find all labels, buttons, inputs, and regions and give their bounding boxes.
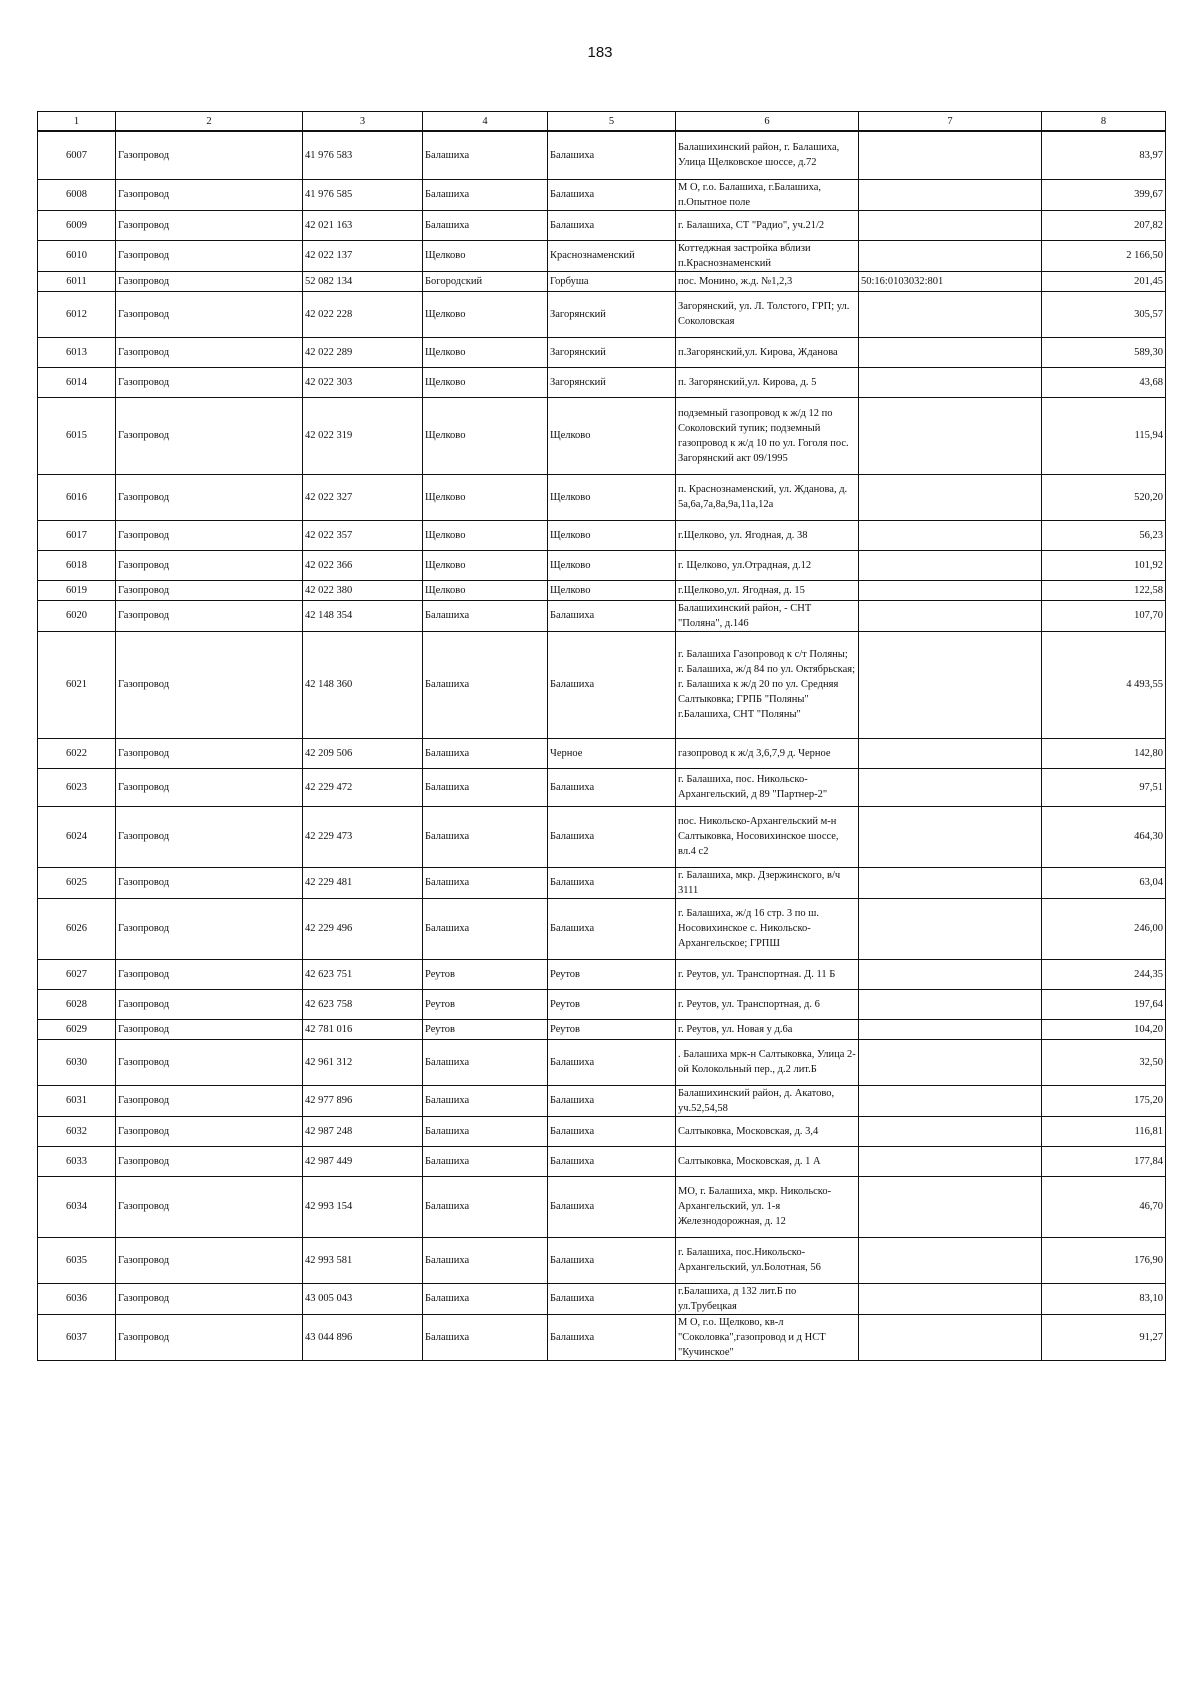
cell-cadastral-number — [859, 1085, 1042, 1116]
cell-cadastral-number — [859, 397, 1042, 474]
table-row — [38, 1314, 1166, 1360]
cell-object-type: Газопровод — [116, 291, 303, 337]
cell-inventory-code: 42 022 137 — [303, 240, 423, 271]
cell-district: Балашиха — [423, 1237, 548, 1283]
cell-address: г. Балашиха, ж/д 16 стр. 3 по ш. Носовихинское с. Никольско-Архангельское; ГРПШ — [676, 898, 859, 959]
cell-cadastral-number — [859, 959, 1042, 989]
cell-number: 6026 — [38, 898, 116, 959]
cell-cadastral-number — [859, 768, 1042, 806]
column-header: 2 — [116, 112, 303, 132]
cell-inventory-code: 42 993 154 — [303, 1176, 423, 1237]
cell-cadastral-number — [859, 1146, 1042, 1176]
table-row — [38, 337, 1166, 367]
table-row — [38, 367, 1166, 397]
cell-inventory-code: 41 976 583 — [303, 131, 423, 179]
cell-value: 305,57 — [1042, 291, 1166, 337]
cell-locality: Балашиха — [548, 1314, 676, 1360]
cell-value: 201,45 — [1042, 271, 1166, 291]
cell-inventory-code: 42 148 354 — [303, 600, 423, 631]
cell-district: Балашиха — [423, 131, 548, 179]
cell-number: 6009 — [38, 210, 116, 240]
table-row — [38, 474, 1166, 520]
table-row — [38, 806, 1166, 867]
table-row — [38, 580, 1166, 600]
cell-object-type: Газопровод — [116, 600, 303, 631]
cell-number: 6015 — [38, 397, 116, 474]
cell-inventory-code: 42 229 481 — [303, 867, 423, 898]
cell-address: Балашихинский район, г. Балашиха, Улица Щелковское шоссе, д.72 — [676, 131, 859, 179]
cell-district: Реутов — [423, 989, 548, 1019]
table-row — [38, 898, 1166, 959]
column-header: 5 — [548, 112, 676, 132]
page-number: 183 — [587, 44, 613, 61]
cell-number: 6021 — [38, 631, 116, 738]
cell-object-type: Газопровод — [116, 1283, 303, 1314]
cell-value: 176,90 — [1042, 1237, 1166, 1283]
cell-address: п. Загорянский,ул. Кирова, д. 5 — [676, 367, 859, 397]
cell-district: Щелково — [423, 580, 548, 600]
cell-address: г.Балашиха, д 132 лит.Б по ул.Трубецкая — [676, 1283, 859, 1314]
cell-inventory-code: 41 976 585 — [303, 179, 423, 210]
cell-locality: Реутов — [548, 959, 676, 989]
cell-inventory-code: 42 022 327 — [303, 474, 423, 520]
cell-district: Балашиха — [423, 179, 548, 210]
cell-value: 91,27 — [1042, 1314, 1166, 1360]
cell-address: Загорянский, ул. Л. Толстого, ГРП; ул. Соколовская — [676, 291, 859, 337]
table-row — [38, 1085, 1166, 1116]
cell-locality: Балашиха — [548, 768, 676, 806]
cell-number: 6011 — [38, 271, 116, 291]
cell-value: 63,04 — [1042, 867, 1166, 898]
table-row — [38, 1283, 1166, 1314]
cell-address: М О, г.о. Балашиха, г.Балашиха, п.Опытное поле — [676, 179, 859, 210]
table-row — [38, 1116, 1166, 1146]
cell-number: 6017 — [38, 520, 116, 550]
cell-district: Щелково — [423, 520, 548, 550]
cell-district: Балашиха — [423, 1176, 548, 1237]
cell-object-type: Газопровод — [116, 1176, 303, 1237]
table-row — [38, 179, 1166, 210]
cell-number: 6016 — [38, 474, 116, 520]
cell-district: Реутов — [423, 1019, 548, 1039]
table-row — [38, 240, 1166, 271]
cell-value: 142,80 — [1042, 738, 1166, 768]
cell-object-type: Газопровод — [116, 240, 303, 271]
cell-address: г. Балашиха Газопровод к с/т Поляны; г. Балашиха, ж/д 84 по ул. Октябрьская; г. Балашиха к ж/д 20 по ул. Средняя Салтыковка; ГРПБ "Поляны" г.Балашиха, СНТ "Поляны" — [676, 631, 859, 738]
cell-number: 6014 — [38, 367, 116, 397]
cell-locality: Балашиха — [548, 1283, 676, 1314]
cell-object-type: Газопровод — [116, 179, 303, 210]
cell-district: Щелково — [423, 337, 548, 367]
cell-inventory-code: 42 987 449 — [303, 1146, 423, 1176]
cell-address: пос. Никольско-Архангельский м-н Салтыковка, Носовихинское шоссе, вл.4 с2 — [676, 806, 859, 867]
cell-inventory-code: 42 623 751 — [303, 959, 423, 989]
cell-locality: Балашиха — [548, 806, 676, 867]
cell-locality: Реутов — [548, 989, 676, 1019]
cell-cadastral-number: 50:16:0103032:801 — [859, 271, 1042, 291]
cell-inventory-code: 42 993 581 — [303, 1237, 423, 1283]
cell-inventory-code: 42 022 289 — [303, 337, 423, 367]
cell-locality: Реутов — [548, 1019, 676, 1039]
cell-locality: Балашиха — [548, 600, 676, 631]
cell-district: Балашиха — [423, 806, 548, 867]
cell-district: Балашиха — [423, 210, 548, 240]
column-header: 7 — [859, 112, 1042, 132]
cell-inventory-code: 43 044 896 — [303, 1314, 423, 1360]
cell-district: Балашиха — [423, 600, 548, 631]
cell-cadastral-number — [859, 738, 1042, 768]
cell-inventory-code: 42 021 163 — [303, 210, 423, 240]
cell-value: 101,92 — [1042, 550, 1166, 580]
cell-inventory-code: 42 977 896 — [303, 1085, 423, 1116]
cell-locality: Балашиха — [548, 1039, 676, 1085]
cell-number: 6023 — [38, 768, 116, 806]
header-row — [38, 112, 1166, 132]
cell-cadastral-number — [859, 1314, 1042, 1360]
cell-value: 589,30 — [1042, 337, 1166, 367]
cell-value: 207,82 — [1042, 210, 1166, 240]
cell-number: 6020 — [38, 600, 116, 631]
cell-object-type: Газопровод — [116, 131, 303, 179]
cell-inventory-code: 42 623 758 — [303, 989, 423, 1019]
cell-number: 6008 — [38, 179, 116, 210]
cell-value: 175,20 — [1042, 1085, 1166, 1116]
cell-cadastral-number — [859, 600, 1042, 631]
cell-cadastral-number — [859, 1176, 1042, 1237]
cell-address: г. Балашиха, СТ "Радио", уч.21/2 — [676, 210, 859, 240]
cell-inventory-code: 42 781 016 — [303, 1019, 423, 1039]
cell-value: 197,64 — [1042, 989, 1166, 1019]
cell-cadastral-number — [859, 580, 1042, 600]
cell-locality: Балашиха — [548, 1237, 676, 1283]
cell-address: Салтыковка, Московская, д. 3,4 — [676, 1116, 859, 1146]
cell-address: пос. Монино, ж.д. №1,2,3 — [676, 271, 859, 291]
cell-inventory-code: 52 082 134 — [303, 271, 423, 291]
cell-address: Балашихинский район, - СНТ "Поляна", д.146 — [676, 600, 859, 631]
cell-object-type: Газопровод — [116, 337, 303, 367]
cell-cadastral-number — [859, 989, 1042, 1019]
cell-cadastral-number — [859, 474, 1042, 520]
cell-inventory-code: 42 961 312 — [303, 1039, 423, 1085]
cell-object-type: Газопровод — [116, 1146, 303, 1176]
table-row — [38, 397, 1166, 474]
cell-object-type: Газопровод — [116, 271, 303, 291]
cell-locality: Балашиха — [548, 131, 676, 179]
cell-number: 6029 — [38, 1019, 116, 1039]
cell-locality: Щелково — [548, 474, 676, 520]
cell-inventory-code: 42 987 248 — [303, 1116, 423, 1146]
cell-number: 6013 — [38, 337, 116, 367]
cell-object-type: Газопровод — [116, 1019, 303, 1039]
cell-value: 107,70 — [1042, 600, 1166, 631]
cell-locality: Щелково — [548, 580, 676, 600]
cell-object-type: Газопровод — [116, 959, 303, 989]
cell-district: Балашиха — [423, 1039, 548, 1085]
cell-address: п. Краснознаменский, ул. Жданова, д. 5а,6а,7а,8а,9а,11а,12а — [676, 474, 859, 520]
cell-number: 6010 — [38, 240, 116, 271]
cell-object-type: Газопровод — [116, 1237, 303, 1283]
cell-object-type: Газопровод — [116, 1314, 303, 1360]
cell-locality: Балашиха — [548, 1116, 676, 1146]
cell-object-type: Газопровод — [116, 768, 303, 806]
table-row — [38, 768, 1166, 806]
cell-object-type: Газопровод — [116, 1039, 303, 1085]
cell-value: 83,10 — [1042, 1283, 1166, 1314]
cell-inventory-code: 42 022 303 — [303, 367, 423, 397]
cell-district: Балашиха — [423, 1146, 548, 1176]
cell-value: 246,00 — [1042, 898, 1166, 959]
table-row — [38, 291, 1166, 337]
cell-value: 116,81 — [1042, 1116, 1166, 1146]
table-row — [38, 271, 1166, 291]
cell-inventory-code: 43 005 043 — [303, 1283, 423, 1314]
cell-number: 6018 — [38, 550, 116, 580]
cell-number: 6032 — [38, 1116, 116, 1146]
table-row — [38, 631, 1166, 738]
cell-cadastral-number — [859, 337, 1042, 367]
cell-inventory-code: 42 209 506 — [303, 738, 423, 768]
cell-district: Щелково — [423, 367, 548, 397]
cell-number: 6007 — [38, 131, 116, 179]
table-row — [38, 1039, 1166, 1085]
cell-value: 97,51 — [1042, 768, 1166, 806]
cell-cadastral-number — [859, 1039, 1042, 1085]
cell-district: Щелково — [423, 474, 548, 520]
table-row — [38, 1019, 1166, 1039]
cell-cadastral-number — [859, 1116, 1042, 1146]
cell-object-type: Газопровод — [116, 580, 303, 600]
cell-address: г. Балашиха, мкр. Дзержинского, в/ч 3111 — [676, 867, 859, 898]
table-row — [38, 1237, 1166, 1283]
cell-number: 6030 — [38, 1039, 116, 1085]
cell-address: г. Балашиха, пос. Никольско-Архангельский, д 89 "Партнер-2" — [676, 768, 859, 806]
column-header: 8 — [1042, 112, 1166, 132]
cell-object-type: Газопровод — [116, 806, 303, 867]
cell-inventory-code: 42 229 472 — [303, 768, 423, 806]
table-row — [38, 989, 1166, 1019]
cell-inventory-code: 42 022 380 — [303, 580, 423, 600]
cell-value: 104,20 — [1042, 1019, 1166, 1039]
cell-object-type: Газопровод — [116, 989, 303, 1019]
cell-number: 6031 — [38, 1085, 116, 1116]
cell-inventory-code: 42 022 319 — [303, 397, 423, 474]
cell-inventory-code: 42 022 357 — [303, 520, 423, 550]
cell-inventory-code: 42 148 360 — [303, 631, 423, 738]
cell-value: 520,20 — [1042, 474, 1166, 520]
cell-cadastral-number — [859, 240, 1042, 271]
table-row — [38, 550, 1166, 580]
column-header: 6 — [676, 112, 859, 132]
cell-number: 6022 — [38, 738, 116, 768]
cell-cadastral-number — [859, 1283, 1042, 1314]
cell-value: 244,35 — [1042, 959, 1166, 989]
cell-locality: Загорянский — [548, 367, 676, 397]
cell-district: Балашиха — [423, 768, 548, 806]
cell-number: 6025 — [38, 867, 116, 898]
cell-district: Щелково — [423, 240, 548, 271]
cell-address: М О, г.о. Щелково, кв-л "Соколовка",газопровод и д НСТ "Кучинское" — [676, 1314, 859, 1360]
cell-value: 43,68 — [1042, 367, 1166, 397]
cell-district: Балашиха — [423, 898, 548, 959]
cell-inventory-code: 42 229 496 — [303, 898, 423, 959]
registry-table — [37, 111, 1166, 1361]
cell-address: . Балашиха мрк-н Салтыковка, Улица 2-ой Колокольный пер., д.2 лит.Б — [676, 1039, 859, 1085]
table-row — [38, 600, 1166, 631]
table-body — [38, 131, 1166, 1360]
table-row — [38, 738, 1166, 768]
cell-locality: Загорянский — [548, 291, 676, 337]
cell-address: г. Щелково, ул.Отрадная, д.12 — [676, 550, 859, 580]
cell-address: г. Реутов, ул. Транспортная. Д. 11 Б — [676, 959, 859, 989]
cell-district: Балашиха — [423, 631, 548, 738]
cell-number: 6033 — [38, 1146, 116, 1176]
cell-object-type: Газопровод — [116, 520, 303, 550]
cell-address: п.Загорянский,ул. Кирова, Жданова — [676, 337, 859, 367]
table-row — [38, 1146, 1166, 1176]
cell-value: 399,67 — [1042, 179, 1166, 210]
cell-number: 6036 — [38, 1283, 116, 1314]
cell-value: 4 493,55 — [1042, 631, 1166, 738]
cell-locality: Балашиха — [548, 1176, 676, 1237]
cell-cadastral-number — [859, 291, 1042, 337]
cell-cadastral-number — [859, 179, 1042, 210]
cell-district: Балашиха — [423, 1085, 548, 1116]
cell-district: Балашиха — [423, 1314, 548, 1360]
cell-number: 6024 — [38, 806, 116, 867]
cell-object-type: Газопровод — [116, 210, 303, 240]
cell-locality: Щелково — [548, 520, 676, 550]
cell-object-type: Газопровод — [116, 1116, 303, 1146]
cell-locality: Балашиха — [548, 179, 676, 210]
cell-cadastral-number — [859, 131, 1042, 179]
cell-value: 83,97 — [1042, 131, 1166, 179]
cell-address: Балашихинский район, д. Акатово, уч.52,54,58 — [676, 1085, 859, 1116]
cell-locality: Щелково — [548, 397, 676, 474]
cell-number: 6037 — [38, 1314, 116, 1360]
column-header: 3 — [303, 112, 423, 132]
cell-object-type: Газопровод — [116, 631, 303, 738]
cell-inventory-code: 42 022 228 — [303, 291, 423, 337]
cell-number: 6035 — [38, 1237, 116, 1283]
cell-object-type: Газопровод — [116, 867, 303, 898]
table-row — [38, 867, 1166, 898]
cell-locality: Балашиха — [548, 898, 676, 959]
table-row — [38, 210, 1166, 240]
cell-address: подземный газопровод к ж/д 12 по Соколовский тупик; подземный газопровод к ж/д 10 по ул. Гоголя пос. Загорянский акт 09/1995 — [676, 397, 859, 474]
cell-locality: Загорянский — [548, 337, 676, 367]
cell-value: 2 166,50 — [1042, 240, 1166, 271]
cell-district: Реутов — [423, 959, 548, 989]
cell-object-type: Газопровод — [116, 1085, 303, 1116]
cell-cadastral-number — [859, 550, 1042, 580]
cell-object-type: Газопровод — [116, 550, 303, 580]
cell-cadastral-number — [859, 1237, 1042, 1283]
cell-inventory-code: 42 022 366 — [303, 550, 423, 580]
table-row — [38, 959, 1166, 989]
cell-locality: Черное — [548, 738, 676, 768]
cell-object-type: Газопровод — [116, 474, 303, 520]
cell-locality: Балашиха — [548, 1146, 676, 1176]
cell-locality: Балашиха — [548, 210, 676, 240]
cell-district: Щелково — [423, 291, 548, 337]
cell-district: Балашиха — [423, 1283, 548, 1314]
cell-district: Щелково — [423, 397, 548, 474]
cell-address: Салтыковка, Московская, д. 1 А — [676, 1146, 859, 1176]
cell-address: МО, г. Балашиха, мкр. Никольско-Архангельский, ул. 1-я Железнодорожная, д. 12 — [676, 1176, 859, 1237]
cell-locality: Горбуша — [548, 271, 676, 291]
cell-address: г.Щелково,ул. Ягодная, д. 15 — [676, 580, 859, 600]
cell-locality: Балашиха — [548, 1085, 676, 1116]
cell-locality: Балашиха — [548, 631, 676, 738]
cell-district: Балашиха — [423, 867, 548, 898]
table-row — [38, 520, 1166, 550]
cell-district: Балашиха — [423, 1116, 548, 1146]
column-header: 4 — [423, 112, 548, 132]
cell-value: 177,84 — [1042, 1146, 1166, 1176]
cell-cadastral-number — [859, 631, 1042, 738]
table-row — [38, 1176, 1166, 1237]
cell-inventory-code: 42 229 473 — [303, 806, 423, 867]
cell-address: г. Балашиха, пос.Никольско-Архангельский, ул.Болотная, 56 — [676, 1237, 859, 1283]
cell-cadastral-number — [859, 210, 1042, 240]
cell-cadastral-number — [859, 1019, 1042, 1039]
cell-value: 464,30 — [1042, 806, 1166, 867]
cell-cadastral-number — [859, 520, 1042, 550]
cell-cadastral-number — [859, 867, 1042, 898]
cell-number: 6019 — [38, 580, 116, 600]
cell-cadastral-number — [859, 806, 1042, 867]
cell-address: г. Реутов, ул. Новая у д.6а — [676, 1019, 859, 1039]
cell-value: 115,94 — [1042, 397, 1166, 474]
cell-number: 6012 — [38, 291, 116, 337]
cell-cadastral-number — [859, 898, 1042, 959]
cell-value: 46,70 — [1042, 1176, 1166, 1237]
cell-object-type: Газопровод — [116, 367, 303, 397]
cell-address: Коттеджная застройка вблизи п.Краснознаменский — [676, 240, 859, 271]
cell-address: г.Щелково, ул. Ягодная, д. 38 — [676, 520, 859, 550]
cell-address: г. Реутов, ул. Транспортная, д. 6 — [676, 989, 859, 1019]
cell-number: 6027 — [38, 959, 116, 989]
cell-district: Щелково — [423, 550, 548, 580]
cell-address: газопровод к ж/д 3,6,7,9 д. Черное — [676, 738, 859, 768]
cell-number: 6034 — [38, 1176, 116, 1237]
cell-object-type: Газопровод — [116, 898, 303, 959]
cell-cadastral-number — [859, 367, 1042, 397]
cell-value: 122,58 — [1042, 580, 1166, 600]
cell-district: Богородский — [423, 271, 548, 291]
column-header: 1 — [38, 112, 116, 132]
cell-locality: Балашиха — [548, 867, 676, 898]
cell-locality: Щелково — [548, 550, 676, 580]
cell-locality: Краснознаменский — [548, 240, 676, 271]
cell-object-type: Газопровод — [116, 397, 303, 474]
cell-district: Балашиха — [423, 738, 548, 768]
cell-value: 32,50 — [1042, 1039, 1166, 1085]
table-row — [38, 131, 1166, 179]
cell-object-type: Газопровод — [116, 738, 303, 768]
cell-number: 6028 — [38, 989, 116, 1019]
cell-value: 56,23 — [1042, 520, 1166, 550]
